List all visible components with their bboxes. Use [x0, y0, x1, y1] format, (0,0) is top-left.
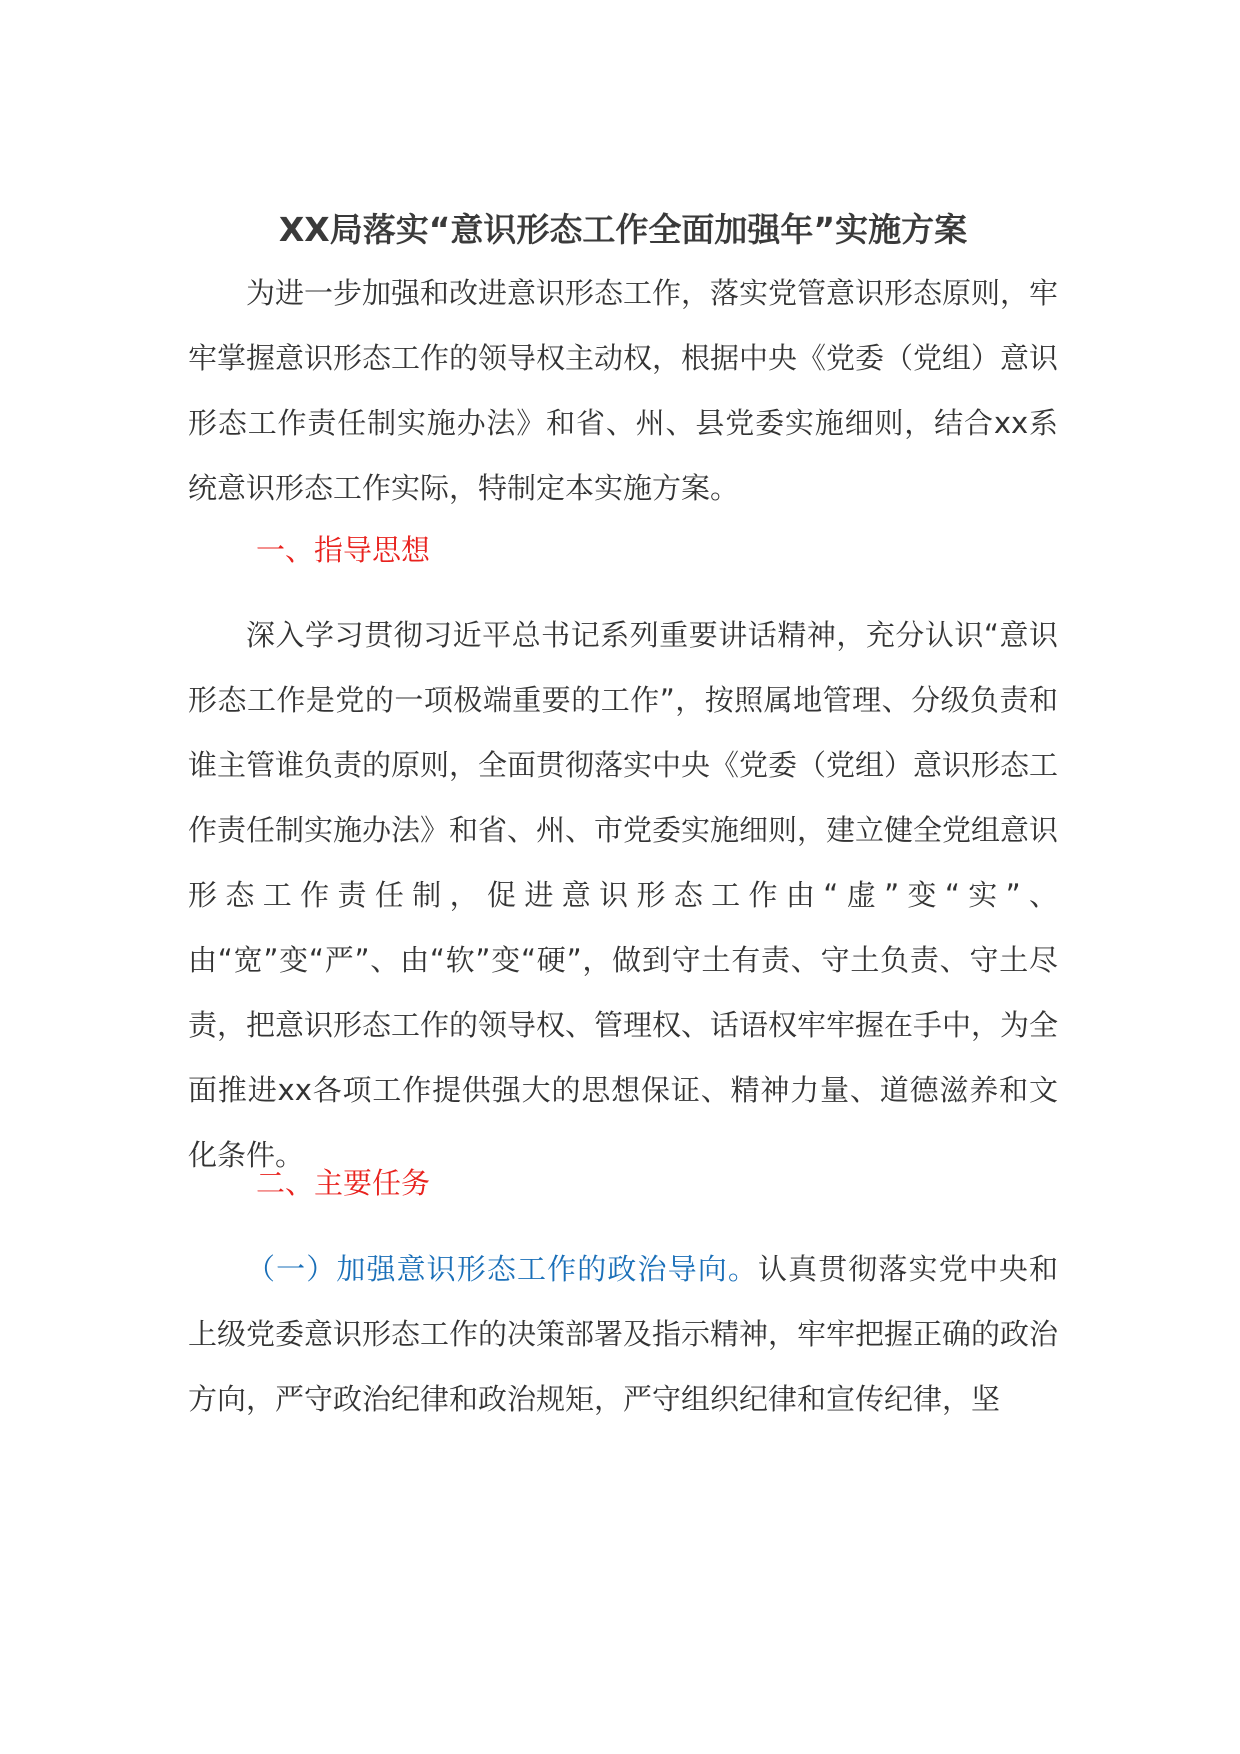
document-title: XX局落实“意识形态工作全面加强年”实施方案	[278, 210, 968, 249]
subsection-heading-political-orientation: （一）加强意识形态工作的政治导向。	[246, 1252, 758, 1286]
section-heading-main-tasks: 二、主要任务	[256, 1166, 431, 1200]
section-body-guiding-ideology: 深入学习贯彻习近平总书记系列重要讲话精神，充分认识“意识形态工作是党的一项极端重要的工作”，按照属地管理、分级负责和谁主管谁负责的原则，全面贯彻落实中央《党委（党组）意识形态工作责任制实施办法》和省、州、市党委实施细则，建立健全党组意识形态工作责任制，促进意识形态工作由“虚”变“实”、由“宽”变“严”、由“软”变“硬”，做到守土有责、守土负责、守土尽责，把意识形态工作的领导权、管理权、话语权牢牢握在手中，为全面推进xx各项工作提供强大的思想保证、精神力量、道德滋养和文化条件。	[188, 618, 1059, 1172]
subsection-paragraph-political-orientation	[188, 1237, 1058, 1432]
section-heading-guiding-ideology: 一、指导思想	[256, 533, 431, 567]
intro-paragraph: 为进一步加强和改进意识形态工作，落实党管意识形态原则，牢牢掌握意识形态工作的领导权主动权，根据中央《党委（党组）意识形态工作责任制实施办法》和省、州、县党委实施细则，结合xx系统意识形态工作实际，特制定本实施方案。	[188, 276, 1059, 505]
subsection-body-political-orientation: 认真贯彻落实党中央和上级党委意识形态工作的决策部署及指示精神，牢牢把握正确的政治方向，严守政治纪律和政治规矩，严守组织纪律和宣传纪律，坚	[188, 1252, 1059, 1416]
